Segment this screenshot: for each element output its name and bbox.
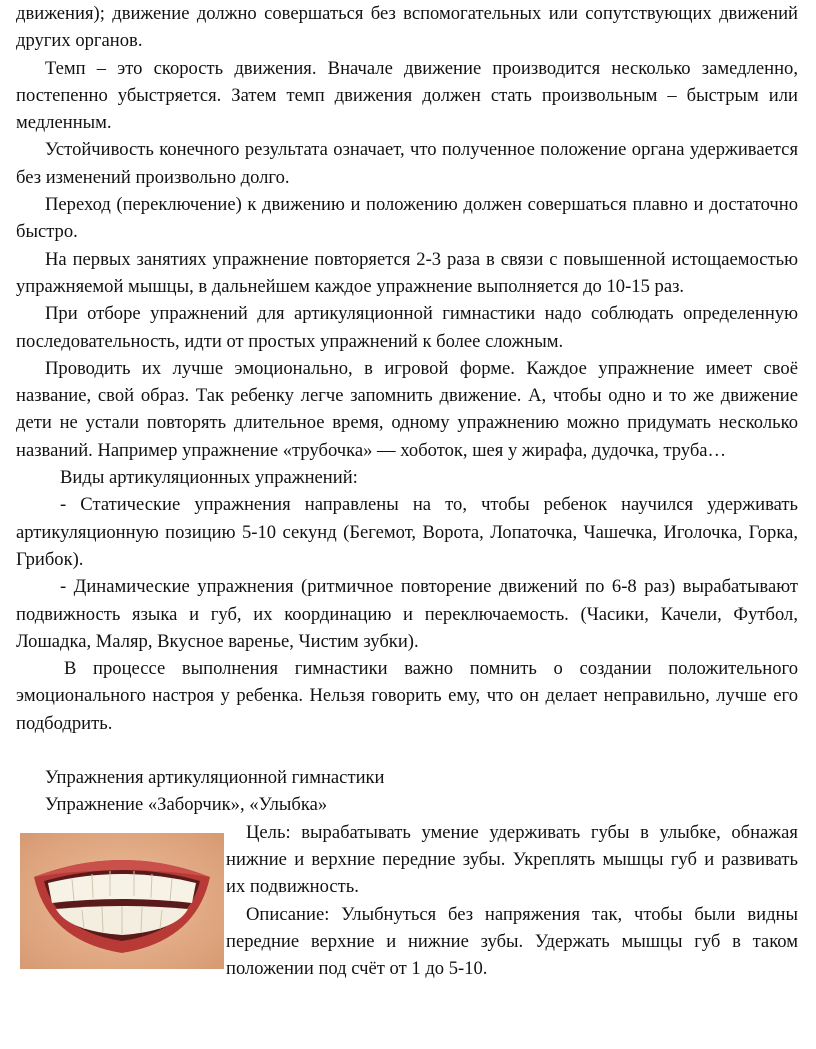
section-spacer [16, 737, 798, 764]
exercise-title: Упражнение «Заборчик», «Улыбка» [45, 794, 328, 816]
paragraph-static-exercises: - Статические упражнения направлены на то, чтобы ребенок научился удерживать артикуляционную позицию 5-10 секунд (Бегемот, Ворота, Лопаточка, Чашечка, Иголочка, Горка, Грибок). [16, 494, 798, 570]
paragraph-movement-continuation: движения); движение должно совершаться без вспомогательных или сопутствующих движений других органов. [16, 3, 798, 52]
paragraph-stability: Устойчивость конечного результата означает, что полученное положение органа удерживается без изменений произвольно долго. [16, 139, 798, 188]
paragraph-exercise-types: Виды артикуляционных упражнений: [60, 467, 358, 489]
exercise-goal: Цель: вырабатывать умение удерживать губы в улыбке, обнажая нижние и верхние передние зубы. Укреплять мышцы губ и развивать их подвижность. [226, 821, 798, 898]
paragraph-repetitions: На первых занятиях упражнение повторяется 2-3 раза в связи с повышенной истощаемостью упражняемой мышцы, в дальнейшем каждое упражнение выполняется до 10-15 раз. [16, 248, 798, 297]
section-title: Упражнения артикуляционной гимнастики [45, 767, 385, 789]
paragraph-playful-form: Проводить их лучше эмоционально, в игровой форме. Каждое упражнение имеет своё название, свой образ. Так ребенку легче запомнить движение. А, чтобы одно и то же движение дети не устали повторять длительное время, одному упражнению можно придумать несколько названий. Например упражнение «трубочка» — хоботок, шея у жирафа, дудочка, труба… [16, 357, 798, 461]
paragraph-tempo: Темп – это скорость движения. Вначале движение производится несколько замедленно, постепенно убыстряется. Затем темп движения должен стать произвольным – быстрым или медленным. [16, 57, 798, 134]
smile-photo [20, 833, 224, 969]
paragraph-emotional-mood: В процессе выполнения гимнастики важно помнить о создании положительного эмоционального настроя у ребенка. Нельзя говорить ему, что он делает неправильно, лучше его подбодрить. [16, 658, 798, 734]
exercise-text [226, 819, 798, 983]
document-page [16, 0, 798, 982]
paragraph-selection: При отборе упражнений для артикуляционной гимнастики надо соблюдать определенную последовательность, идти от простых упражнений к более сложным. [16, 303, 798, 352]
paragraph-transition: Переход (переключение) к движению и положению должен совершаться плавно и достаточно быстро. [16, 194, 798, 243]
paragraph-dynamic-exercises: - Динамические упражнения (ритмичное повторение движений по 6-8 раз) вырабатывают подвижность языка и губ, их координацию и переключаемость. (Часики, Качели, Футбол, Лошадка, Маляр, Вкусное варенье, Чистим зубки). [16, 576, 798, 652]
exercise-block [16, 819, 798, 983]
exercise-description: Описание: Улыбнуться без напряжения так, чтобы были видны передние верхние и нижние зубы. Удержать мышцы губ в таком положении под счёт от 1 до 5-10. [226, 903, 798, 980]
